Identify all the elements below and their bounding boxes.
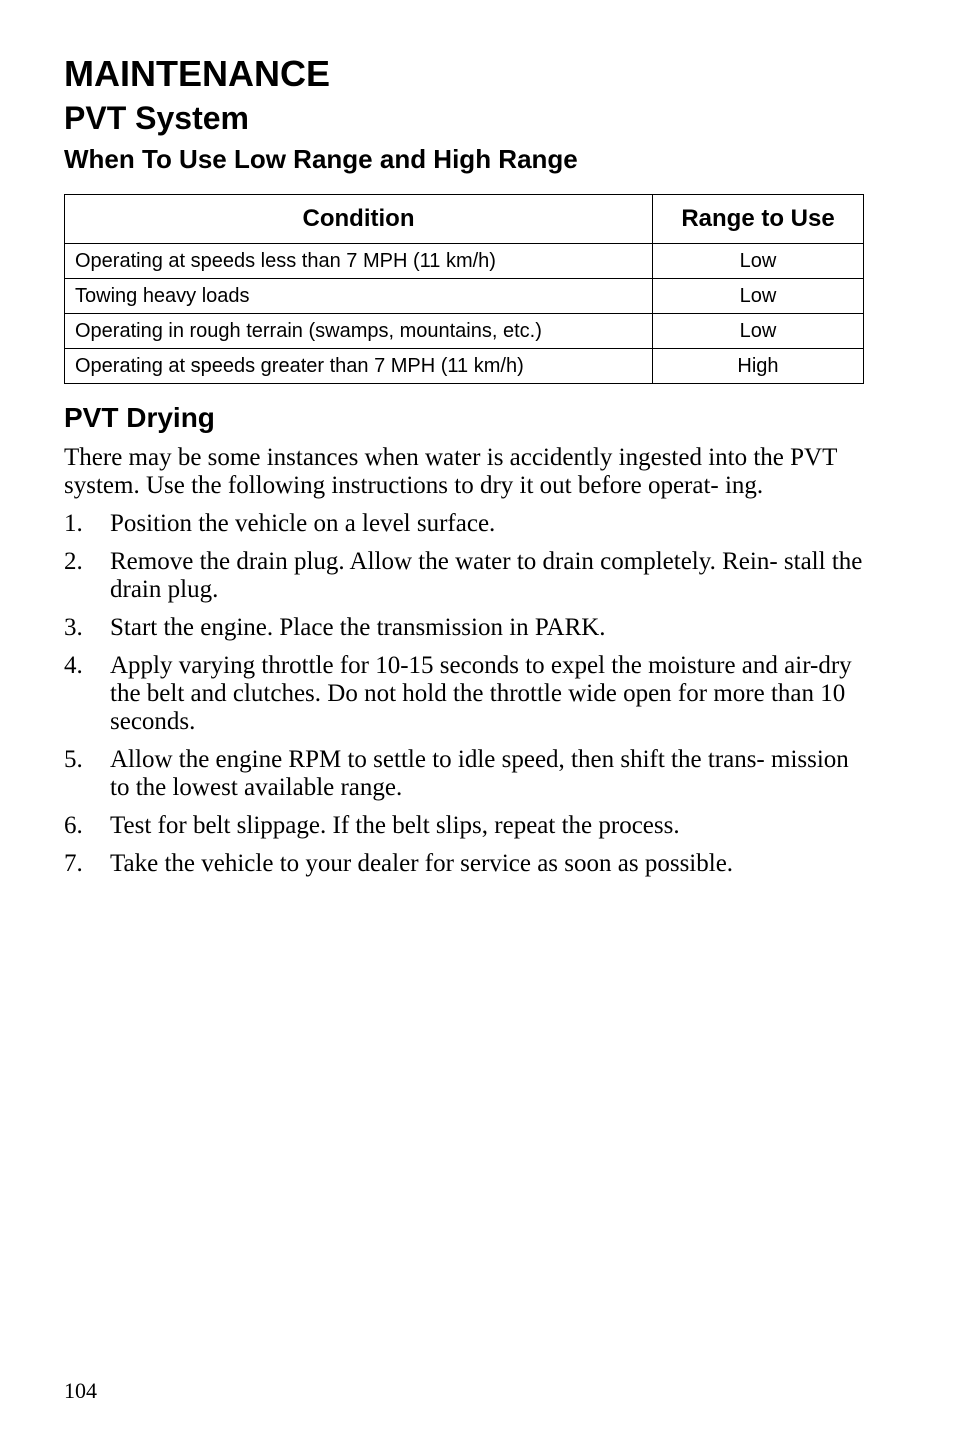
range-cell: Low: [653, 244, 864, 279]
list-item: [64, 812, 864, 840]
table-row: [65, 244, 864, 279]
step-number: 2.: [64, 548, 83, 575]
step-number: 5.: [64, 746, 83, 773]
table-row: [65, 314, 864, 349]
range-header: Range to Use: [653, 195, 864, 244]
table-header-row: [65, 195, 864, 244]
drying-intro: There may be some instances when water is accidently ingested into the PVT system. Use the following instructions to dry it out before operat- ing.: [64, 444, 837, 499]
condition-cell: Operating in rough terrain (swamps, mountains, etc.): [65, 314, 653, 349]
table-row: [65, 349, 864, 384]
step-number: 6.: [64, 812, 83, 839]
step-text: Test for belt slippage. If the belt slips, repeat the process.: [110, 812, 680, 839]
drying-steps: [64, 510, 864, 878]
step-text: Take the vehicle to your dealer for service as soon as possible.: [110, 850, 734, 877]
condition-cell: Towing heavy loads: [65, 279, 653, 314]
page-title: PVT System: [64, 100, 249, 136]
step-number: 3.: [64, 614, 83, 641]
condition-cell: Operating at speeds less than 7 MPH (11 km/h): [65, 244, 653, 279]
range-cell: Low: [653, 279, 864, 314]
table-row: [65, 279, 864, 314]
drying-heading: PVT Drying: [64, 402, 215, 433]
page-content: [64, 54, 864, 888]
table-heading: When To Use Low Range and High Range: [64, 144, 578, 174]
step-text: Allow the engine RPM to settle to idle speed, then shift the trans- mission to the lowest available range.: [110, 746, 849, 801]
page-number: 104: [64, 1378, 97, 1403]
step-text: Remove the drain plug. Allow the water to drain completely. Rein- stall the drain plug.: [110, 548, 863, 603]
step-text: Position the vehicle on a level surface.: [110, 510, 496, 537]
step-text: Start the engine. Place the transmission in PARK.: [110, 614, 606, 641]
range-cell: Low: [653, 314, 864, 349]
list-item: [64, 614, 864, 642]
step-number: 7.: [64, 850, 83, 877]
range-table: [64, 194, 864, 384]
list-item: [64, 652, 864, 736]
condition-header: Condition: [65, 195, 653, 244]
list-item: [64, 850, 864, 878]
list-item: [64, 510, 864, 538]
section-title: MAINTENANCE: [64, 53, 330, 94]
step-number: 4.: [64, 652, 83, 679]
step-text: Apply varying throttle for 10-15 seconds to expel the moisture and air-dry the belt and clutches. Do not hold the throttle wide open for more than 10 seconds.: [110, 652, 852, 735]
list-item: [64, 746, 864, 802]
range-cell: High: [653, 349, 864, 384]
list-item: [64, 548, 864, 604]
condition-cell: Operating at speeds greater than 7 MPH (11 km/h): [65, 349, 653, 384]
step-number: 1.: [64, 510, 83, 537]
